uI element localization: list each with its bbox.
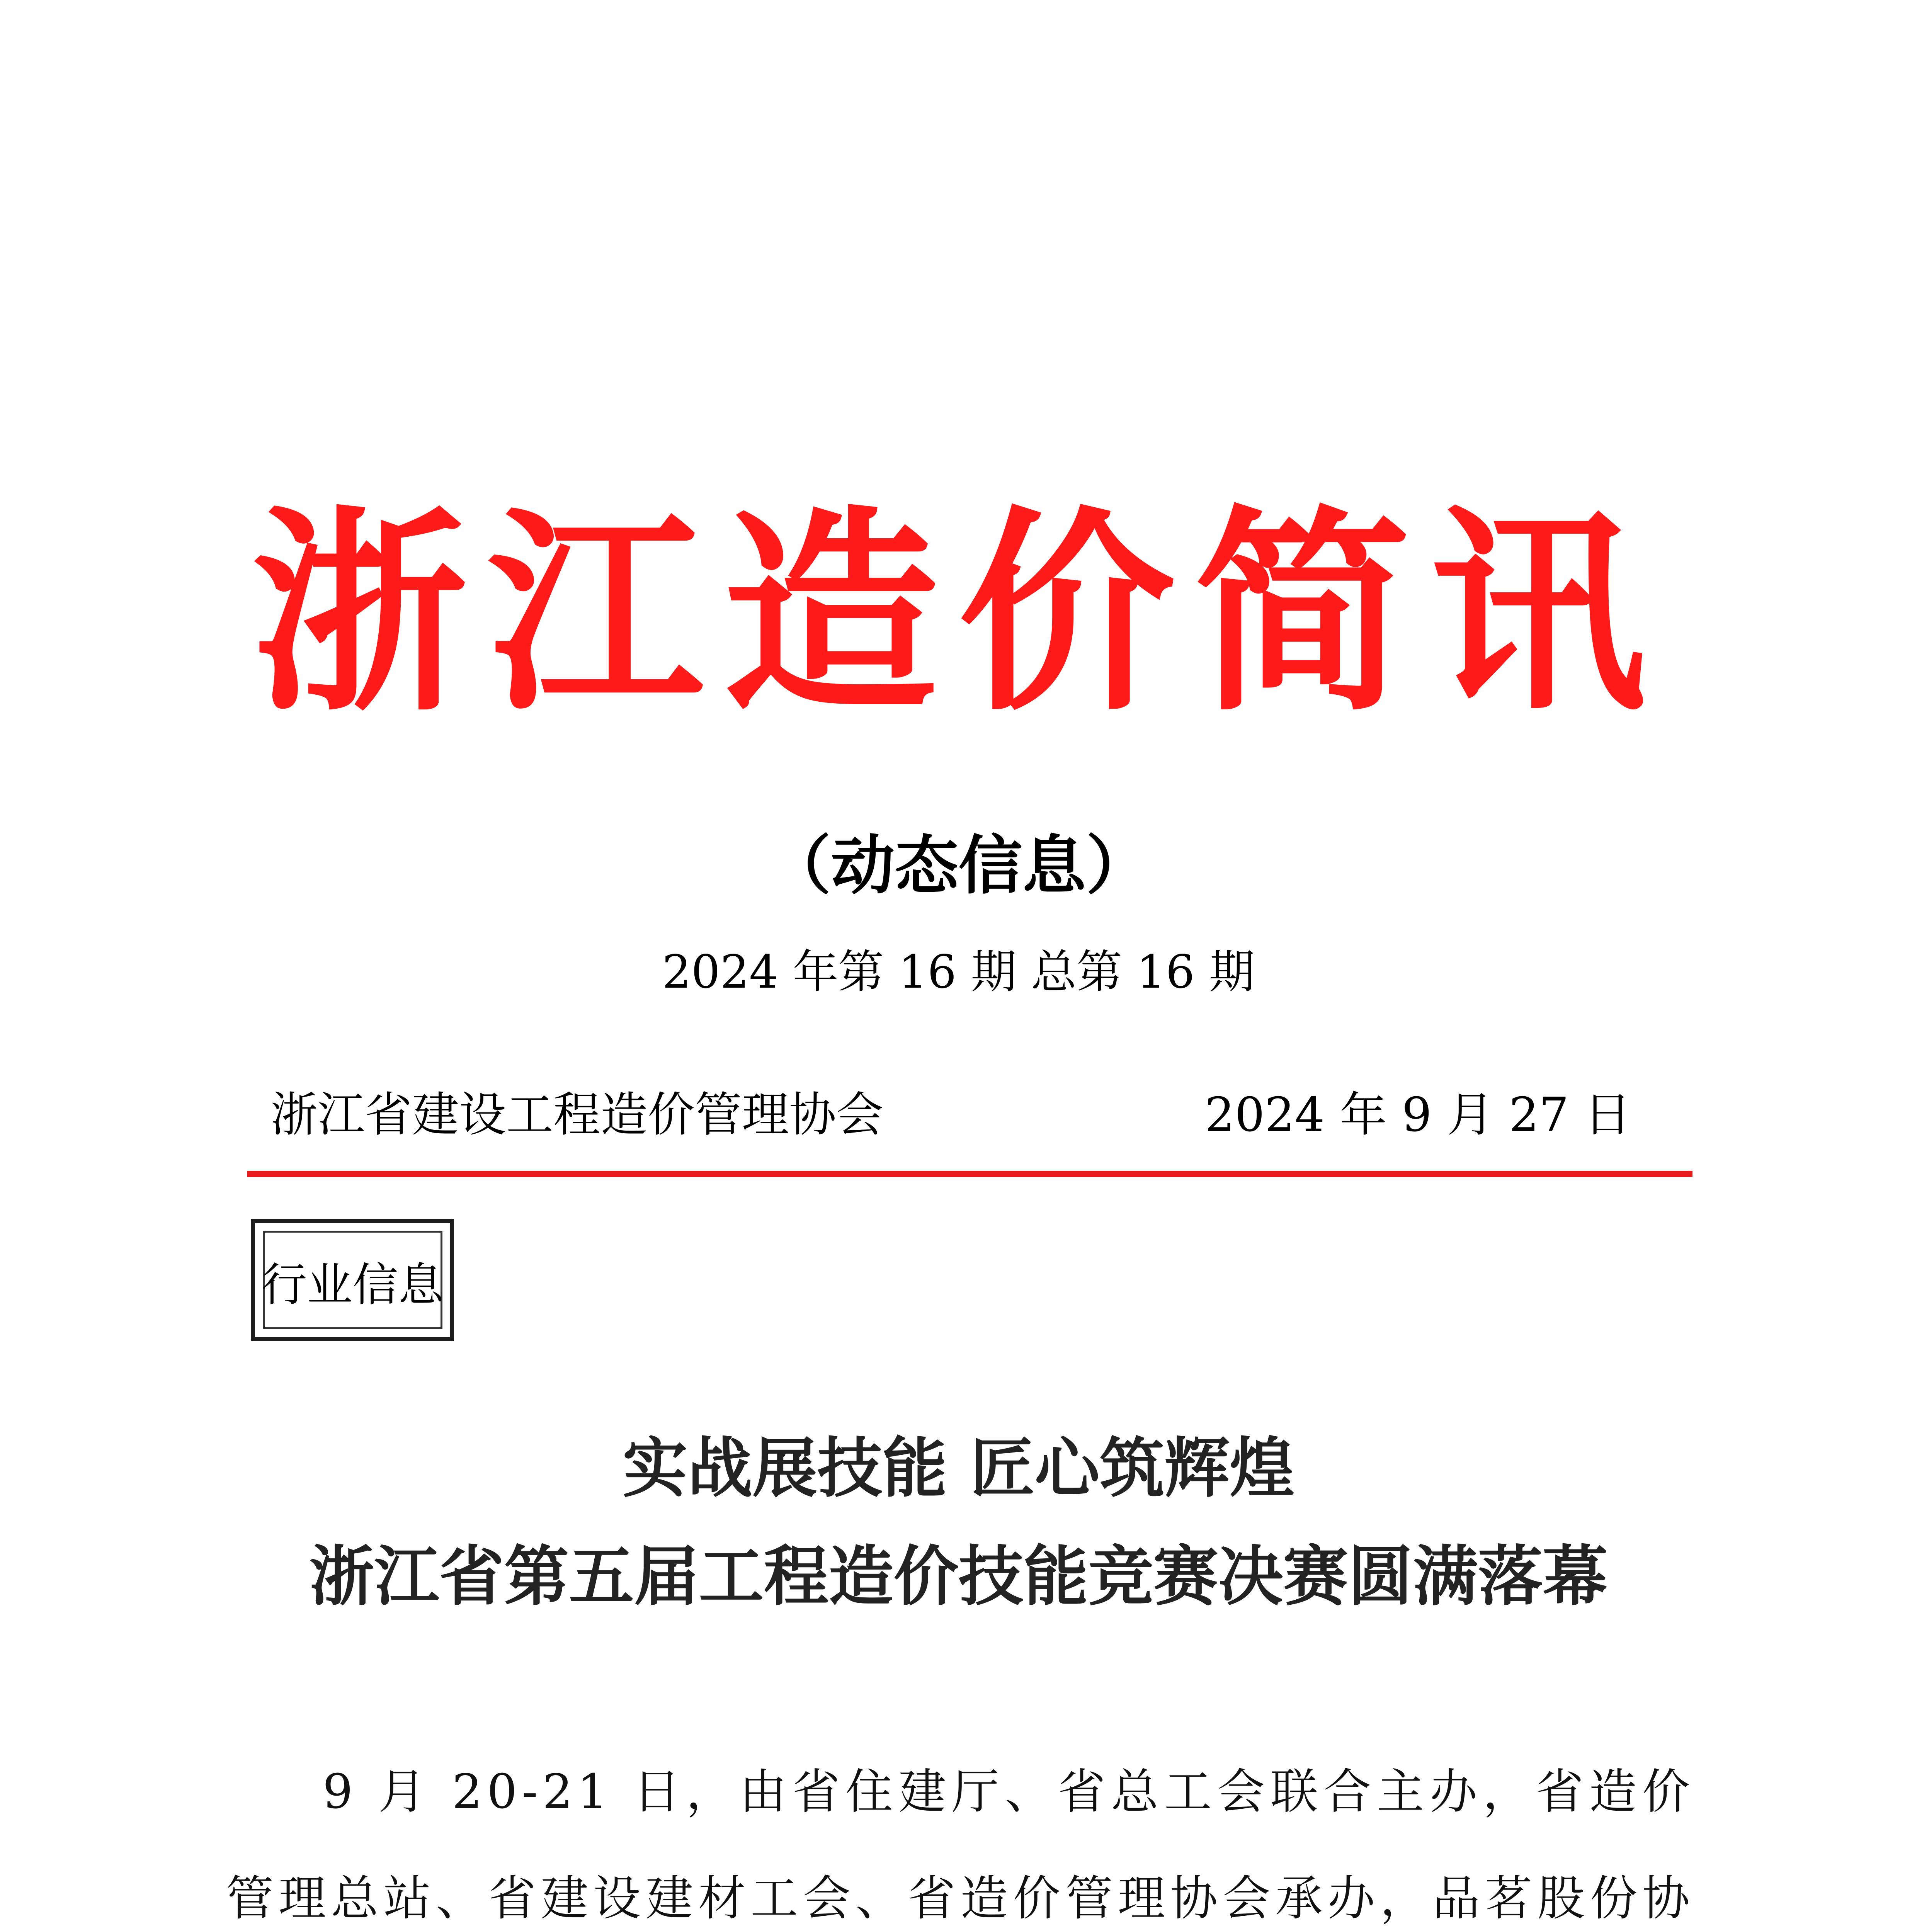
article-body: 9 月 20-21 日，由省住建厅、省总工会联合主办，省造价管理总站、省建设建材工会、省造价管理协会承办，品茗股份协	[226, 1764, 1694, 1926]
red-divider	[247, 1171, 1692, 1177]
masthead-title: 浙江造价简讯	[251, 488, 1666, 740]
publish-date: 2024 年 9 月 27 日	[1204, 1087, 1631, 1142]
section-tag-label: 行业信息	[261, 1258, 444, 1311]
issue-number: 2024 年第 16 期 总第 16 期	[662, 945, 1255, 998]
subtitle: （动态信息）	[767, 828, 1150, 903]
article-headline-line1: 实战展技能 匠心筑辉煌	[623, 1430, 1294, 1506]
publisher-org: 浙江省建设工程造价管理协会	[270, 1087, 883, 1142]
article-headline-line2: 浙江省第五届工程造价技能竞赛决赛圆满落幕	[309, 1539, 1608, 1614]
section-tag	[251, 1219, 454, 1341]
